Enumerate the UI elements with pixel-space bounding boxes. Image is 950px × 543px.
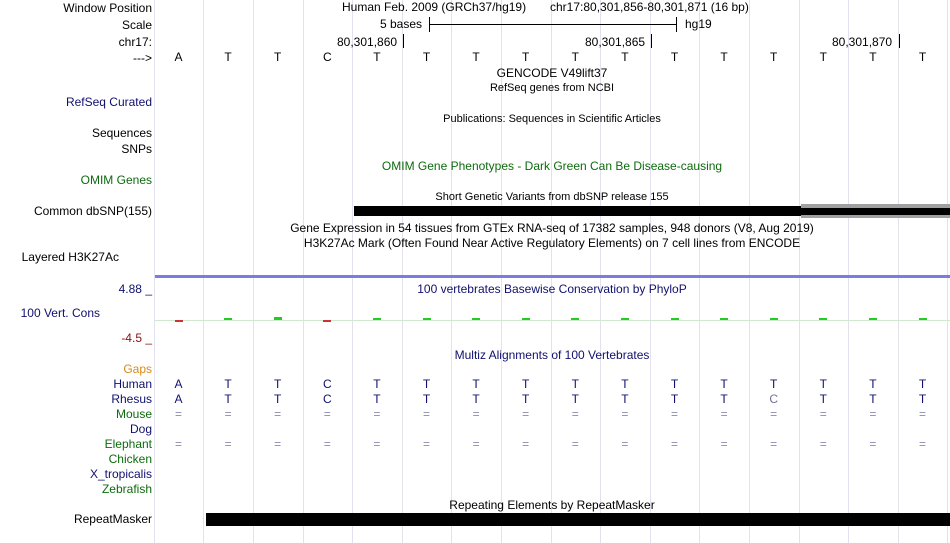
reference-base: T bbox=[422, 50, 431, 64]
phylop-score-bar bbox=[671, 318, 679, 320]
alignment-base: T bbox=[621, 377, 629, 391]
alignment-base: = bbox=[621, 437, 629, 451]
repeatmasker-track-title[interactable]: Repeating Elements by RepeatMasker bbox=[449, 498, 655, 512]
assembly-title: Human Feb. 2009 (GRCh37/hg19) bbox=[342, 0, 527, 14]
species-label[interactable]: Human bbox=[113, 377, 152, 391]
reference-base: T bbox=[571, 50, 579, 64]
alignment-base: = bbox=[422, 407, 430, 421]
base-guideline bbox=[799, 0, 800, 543]
position-tick-label: 80,301,870 bbox=[832, 35, 893, 49]
alignment-base: = bbox=[819, 437, 827, 451]
multiz-track-title[interactable]: Multiz Alignments of 100 Vertebrates bbox=[454, 348, 650, 362]
reference-base: T bbox=[918, 50, 927, 64]
position-tick bbox=[403, 34, 404, 48]
base-guideline bbox=[352, 0, 353, 543]
browser-image-area[interactable] bbox=[155, 0, 950, 543]
scale-bar bbox=[429, 24, 677, 25]
alignment-base: T bbox=[571, 377, 579, 391]
alignment-base: T bbox=[918, 392, 927, 406]
alignment-base: = bbox=[174, 437, 182, 451]
reference-base: T bbox=[819, 50, 827, 64]
alignment-base: T bbox=[571, 392, 579, 406]
base-guideline bbox=[253, 0, 254, 543]
species-label[interactable]: Chicken bbox=[108, 452, 152, 466]
alignment-base: C bbox=[769, 392, 779, 406]
scale-bases-text: 5 bases bbox=[380, 17, 423, 31]
alignment-base: T bbox=[472, 377, 480, 391]
snps-track-label[interactable]: SNPs bbox=[121, 142, 152, 156]
position-tick bbox=[651, 34, 652, 48]
alignment-base: T bbox=[373, 392, 381, 406]
window-position-label: Window Position bbox=[63, 1, 152, 15]
reference-base: T bbox=[274, 50, 282, 64]
scale-bar-left-tick bbox=[429, 17, 430, 32]
alignment-base: = bbox=[274, 437, 282, 451]
alignment-base: = bbox=[323, 437, 331, 451]
alignment-base: T bbox=[274, 377, 282, 391]
vert-cons-track-label[interactable]: 100 Vert. Cons bbox=[20, 306, 100, 320]
base-guideline bbox=[154, 0, 155, 543]
alignment-base: T bbox=[224, 392, 232, 406]
alignment-base: = bbox=[670, 437, 678, 451]
gaps-label: Gaps bbox=[123, 362, 152, 376]
species-label[interactable]: X_tropicalis bbox=[89, 467, 152, 481]
h3k27ac-signal-line bbox=[155, 275, 950, 278]
position-tick bbox=[899, 34, 900, 48]
base-guideline bbox=[303, 0, 304, 543]
alignment-base: T bbox=[522, 392, 530, 406]
phylop-score-bar bbox=[621, 318, 629, 320]
alignment-base: = bbox=[174, 407, 182, 421]
gtex-track-title[interactable]: Gene Expression in 54 tissues from GTEx RNA-seq of 17382 samples, 948 donors (V8, Aug 2019) bbox=[290, 221, 814, 235]
base-guideline bbox=[898, 0, 899, 543]
phylop-score-bar bbox=[373, 318, 381, 320]
alignment-base: = bbox=[224, 437, 232, 451]
alignment-base: T bbox=[224, 377, 232, 391]
h3k27ac-track-title[interactable]: H3K27Ac Mark (Often Found Near Active Regulatory Elements) on 7 cell lines from ENCODE bbox=[303, 236, 801, 250]
alignment-base: = bbox=[274, 407, 282, 421]
alignment-base: = bbox=[770, 407, 778, 421]
reference-base: C bbox=[322, 50, 332, 64]
alignment-base: T bbox=[819, 377, 827, 391]
alignment-base: = bbox=[472, 407, 480, 421]
dbsnp-track-title[interactable]: Short Genetic Variants from dbSNP release 155 bbox=[435, 191, 669, 203]
alignment-base: T bbox=[918, 377, 927, 391]
scale-db-text: hg19 bbox=[685, 17, 712, 31]
alignment-base: = bbox=[571, 407, 579, 421]
base-guideline bbox=[947, 0, 948, 543]
scale-bar-right-tick bbox=[676, 17, 677, 32]
phylop-score-bar bbox=[323, 320, 331, 322]
alignment-base: = bbox=[621, 407, 629, 421]
alignment-base: = bbox=[323, 407, 331, 421]
alignment-base: T bbox=[819, 392, 827, 406]
alignment-base: = bbox=[770, 437, 778, 451]
track-label-column bbox=[0, 0, 155, 543]
alignment-base: = bbox=[571, 437, 579, 451]
reference-base: T bbox=[720, 50, 728, 64]
dbsnp-track-label[interactable]: Common dbSNP(155) bbox=[33, 204, 152, 218]
phylop-score-bar bbox=[720, 318, 728, 320]
alignment-base: = bbox=[869, 437, 877, 451]
repeatmasker-track-label[interactable]: RepeatMasker bbox=[73, 512, 152, 526]
alignment-base: = bbox=[522, 407, 530, 421]
species-label[interactable]: Elephant bbox=[104, 437, 152, 451]
phylop-baseline bbox=[155, 320, 950, 321]
alignment-base: T bbox=[670, 377, 679, 391]
species-label[interactable]: Zebrafish bbox=[101, 482, 152, 496]
h3k27ac-track-label[interactable]: Layered H3K27Ac bbox=[21, 250, 119, 264]
alignment-base: T bbox=[274, 392, 282, 406]
scale-label: Scale bbox=[121, 18, 152, 32]
alignment-base: T bbox=[720, 392, 728, 406]
alignment-base: T bbox=[869, 392, 877, 406]
dbsnp-variant-bar[interactable] bbox=[354, 206, 802, 216]
phylop-score-bar bbox=[770, 318, 778, 320]
dbsnp-variant-bar-overlap bbox=[801, 208, 950, 215]
phylop-score-bar bbox=[472, 318, 480, 320]
phylop-score-bar bbox=[522, 318, 530, 320]
refseq-track-label[interactable]: RefSeq Curated bbox=[65, 95, 152, 109]
position-title: chr17:80,301,856-80,301,871 (16 bp) bbox=[550, 0, 749, 14]
chrom-label: chr17: bbox=[118, 35, 152, 49]
alignment-base: = bbox=[720, 437, 728, 451]
alignment-base: = bbox=[869, 407, 877, 421]
strand-label: ---> bbox=[133, 51, 152, 65]
reference-base: T bbox=[224, 50, 232, 64]
alignment-base: T bbox=[869, 377, 877, 391]
alignment-base: T bbox=[670, 392, 679, 406]
reference-base: T bbox=[522, 50, 530, 64]
reference-base: T bbox=[869, 50, 877, 64]
publications-track-title[interactable]: Publications: Sequences in Scientific Articles bbox=[443, 113, 661, 125]
base-guideline bbox=[650, 0, 651, 543]
reference-base: T bbox=[670, 50, 679, 64]
alignment-base: = bbox=[819, 407, 827, 421]
reference-base: A bbox=[174, 50, 183, 64]
phylop-score-bar bbox=[869, 318, 877, 320]
species-label[interactable]: Dog bbox=[129, 422, 152, 436]
alignment-base: = bbox=[670, 407, 678, 421]
phylop-score-bar bbox=[224, 318, 232, 320]
alignment-base: = bbox=[720, 407, 728, 421]
base-guideline bbox=[203, 0, 204, 543]
reference-base: T bbox=[621, 50, 629, 64]
phylop-score-bar bbox=[571, 318, 579, 320]
alignment-base: T bbox=[770, 377, 778, 391]
base-guideline bbox=[749, 0, 750, 543]
reference-base: T bbox=[770, 50, 778, 64]
alignment-base: T bbox=[522, 377, 530, 391]
refseq-track-title[interactable]: RefSeq genes from NCBI bbox=[489, 82, 615, 94]
phylop-min-label: -4.5 _ bbox=[121, 331, 152, 345]
base-guideline bbox=[402, 0, 403, 543]
omim-track-title[interactable]: OMIM Gene Phenotypes - Dark Green Can Be Disease-causing bbox=[381, 159, 723, 173]
species-label[interactable]: Rhesus bbox=[111, 392, 152, 406]
alignment-base: = bbox=[373, 407, 381, 421]
alignment-base: = bbox=[918, 407, 926, 421]
alignment-base: C bbox=[322, 392, 332, 406]
phylop-score-bar bbox=[819, 318, 827, 320]
base-guideline bbox=[699, 0, 700, 543]
sequences-track-label[interactable]: Sequences bbox=[91, 126, 152, 140]
position-tick-label: 80,301,865 bbox=[585, 35, 646, 49]
gencode-track-title[interactable]: GENCODE V49lift37 bbox=[496, 66, 608, 80]
alignment-base: C bbox=[322, 377, 332, 391]
alignment-base: T bbox=[422, 377, 431, 391]
base-guideline bbox=[848, 0, 849, 543]
alignment-base: A bbox=[174, 392, 183, 406]
alignment-base: T bbox=[472, 392, 480, 406]
alignment-base: = bbox=[918, 437, 926, 451]
alignment-base: = bbox=[422, 437, 430, 451]
species-label[interactable]: Mouse bbox=[115, 407, 152, 421]
phylop-score-bar bbox=[175, 320, 183, 322]
phylop-track-title[interactable]: 100 vertebrates Basewise Conservation by PhyloP bbox=[417, 282, 687, 296]
phylop-score-bar bbox=[274, 317, 282, 321]
phylop-max-label: 4.88 _ bbox=[118, 282, 152, 296]
repeatmasker-element-bar[interactable] bbox=[206, 513, 950, 526]
alignment-base: T bbox=[373, 377, 381, 391]
alignment-base: T bbox=[720, 377, 728, 391]
omim-track-label[interactable]: OMIM Genes bbox=[80, 173, 152, 187]
phylop-score-bar bbox=[423, 318, 431, 320]
alignment-base: A bbox=[174, 377, 183, 391]
alignment-base: T bbox=[621, 392, 629, 406]
reference-base: T bbox=[373, 50, 381, 64]
alignment-base: = bbox=[472, 437, 480, 451]
alignment-base: = bbox=[224, 407, 232, 421]
base-guideline bbox=[451, 0, 452, 543]
alignment-base: = bbox=[373, 437, 381, 451]
reference-base: T bbox=[472, 50, 480, 64]
alignment-base: = bbox=[522, 437, 530, 451]
position-tick-label: 80,301,860 bbox=[337, 35, 398, 49]
phylop-score-bar bbox=[919, 318, 927, 320]
alignment-base: T bbox=[422, 392, 431, 406]
